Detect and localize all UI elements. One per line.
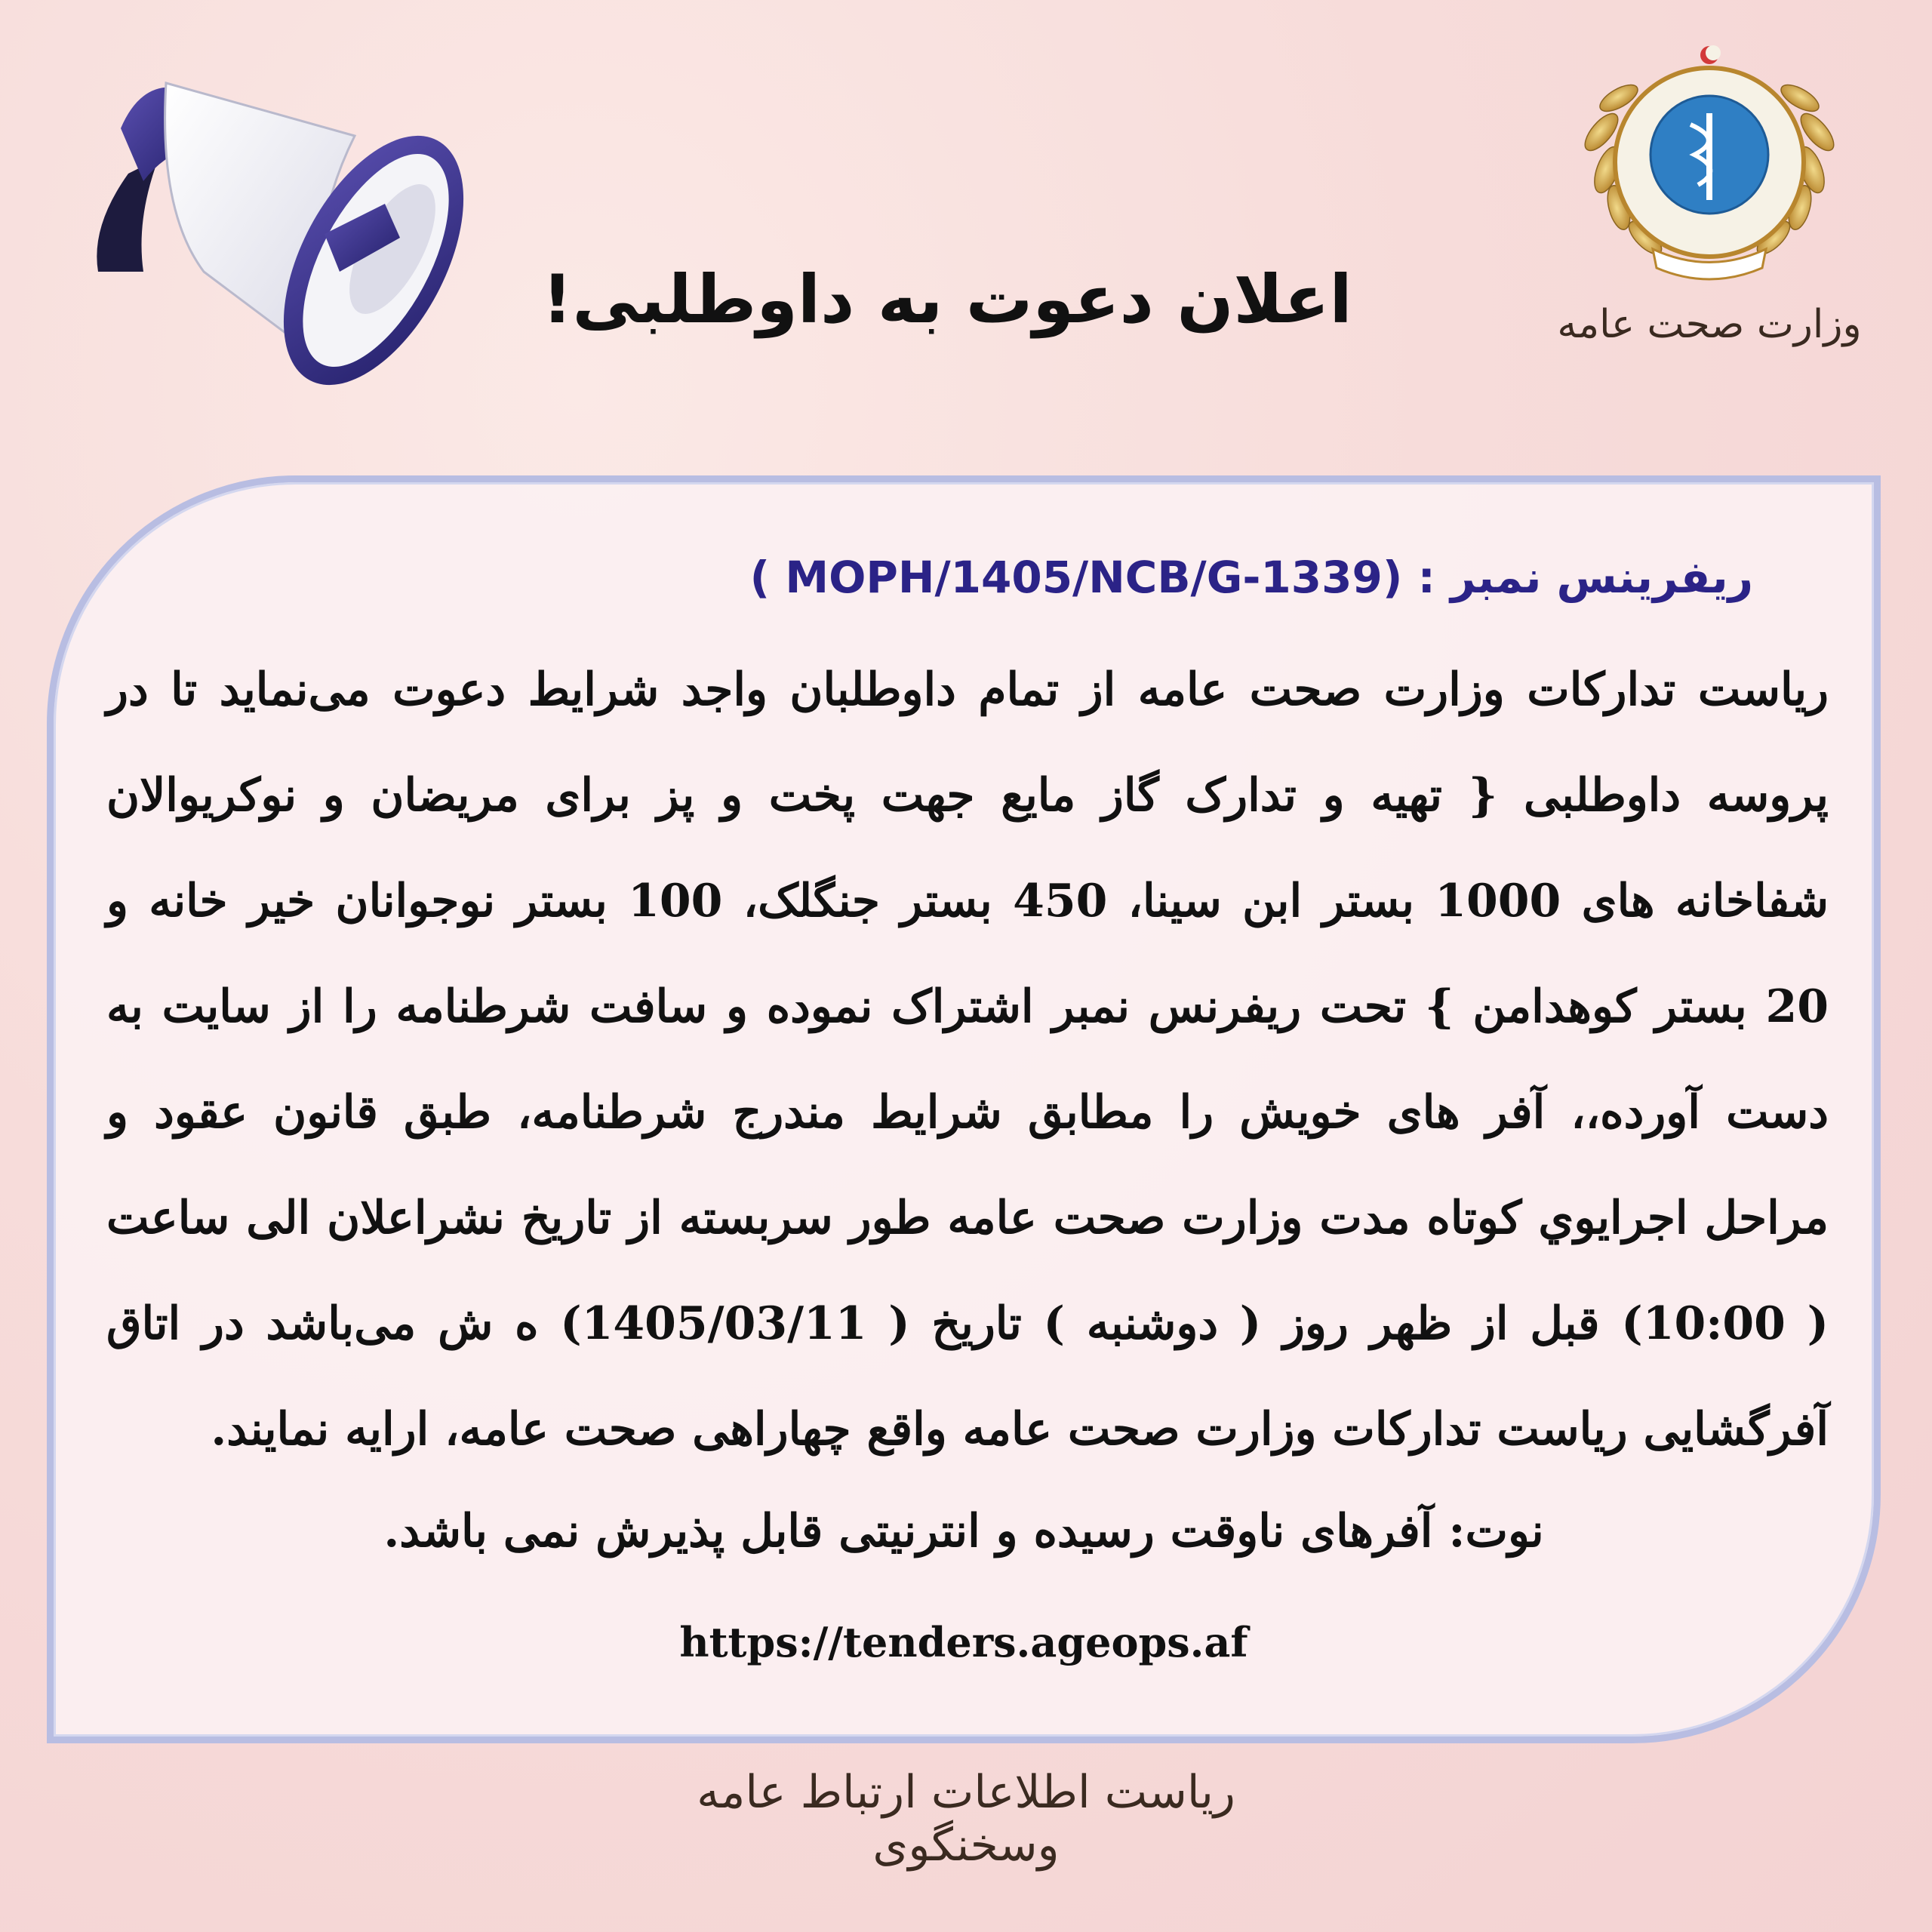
megaphone-icon bbox=[75, 45, 468, 392]
announcement-panel bbox=[47, 475, 1881, 1743]
ministry-emblem-icon bbox=[1562, 42, 1857, 298]
announcement-body: ریاست تدارکات وزارت صحت عامه از تمام داوطلبان واجد شرایط دعوت می‌نماید تا در پروسه داوطلبی { تهیه و تدارک گاز مایع جهت پخت و پز برای مریضان و نوکریوالان شفاخانه های 1000 بستر ابن سینا، 450 بستر جنگلک، 100 بستر نوجوانان خیر خانه و 20 بستر کوهدامن } تحت ریفرنس نمبر اشتراک نموده و سافت شرطنامه را از سایت به دست آورده،، آفر های خویش را مطابق شرایط مندرج شرطنامه، طبق قانون عقود و مراحل اجرایوي کوتاه مدت وزارت صحت عامه طور سربسته از تاریخ نشراعلان الی ساعت ( 10:00) قبل از ظهر روز ( دوشنبه ) تاریخ ( 1405/03/11) ه ش می‌باشد در اتاق آفرگشایی ریاست تدارکات وزارت صحت عامه واقع چهاراهی صحت عامه، ارایه نمایند. bbox=[106, 663, 1829, 1456]
page-title: اعلان دعوت به داوطلبی! bbox=[542, 260, 1352, 338]
ministry-name-caption: وزارت صحت عامه bbox=[1557, 302, 1862, 347]
announcement-note: نوت: آفرهای ناوقت رسیده و انترنیتی قابل پذیرش نمی باشد. bbox=[383, 1505, 1544, 1558]
reference-label: ریفرینس نمبر : bbox=[1417, 552, 1753, 603]
reference-number: (MOPH/1405/NCB/G-1339 ) bbox=[749, 552, 1403, 603]
reference-line bbox=[750, 552, 1753, 603]
footer-department-calligraphy: ریاست اطلاعات ارتباط عامه وسخنگوی bbox=[697, 1766, 1235, 1872]
tender-website-link[interactable]: https://tenders.ageops.af bbox=[679, 1618, 1248, 1666]
